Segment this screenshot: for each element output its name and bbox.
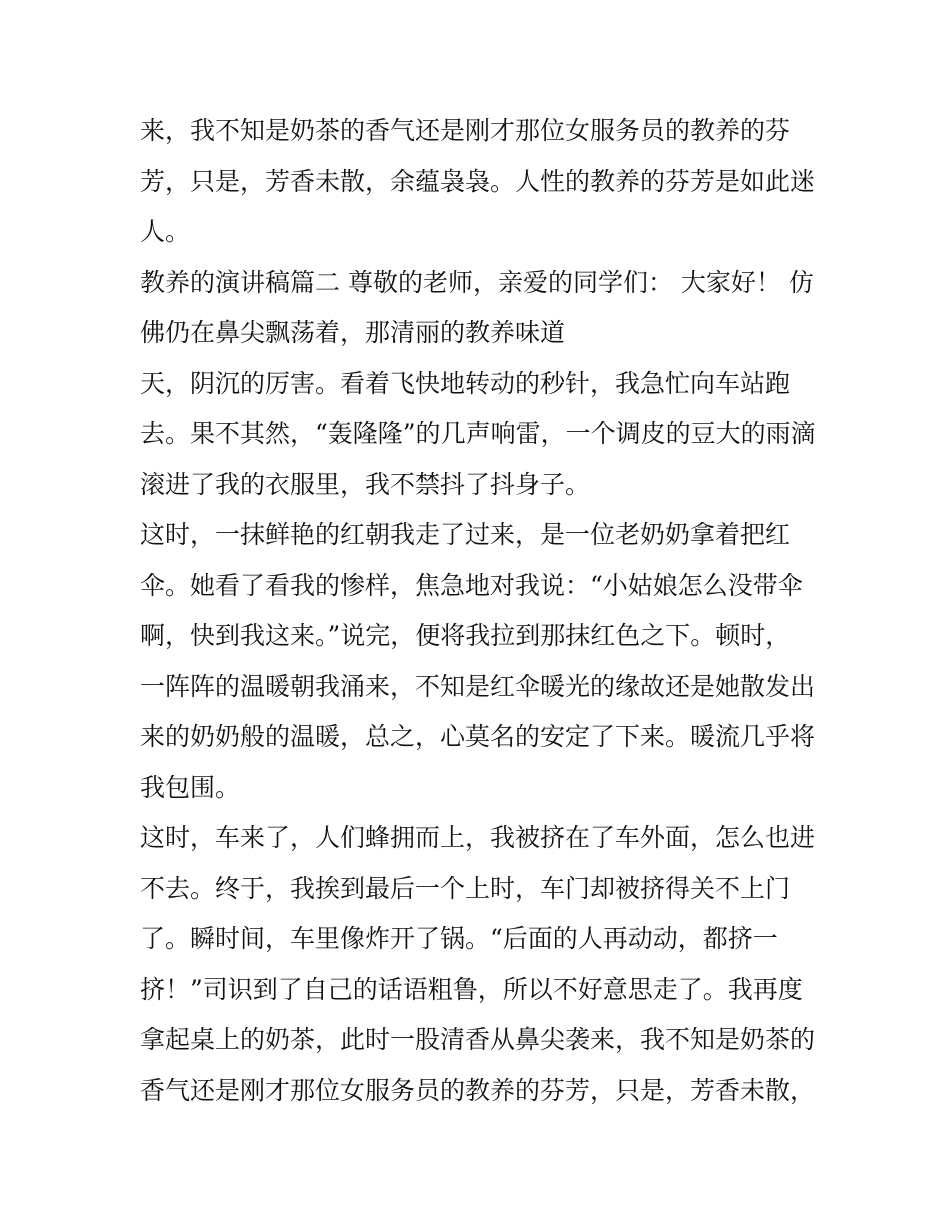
- text-line: 芳，只是，芳香未散，余蕴袅袅。人性的教养的芬芳是如此迷: [140, 166, 816, 196]
- text-line: 教养的演讲稿篇二 尊敬的老师，亲爱的同学们： 大家好！ 仿: [140, 267, 814, 297]
- document-body: [140, 106, 830, 1116]
- text-line: 拿起桌上的奶茶，此时一股清香从鼻尖袭来，我不知是奶茶的: [140, 1025, 816, 1054]
- text-line: 来，我不知是奶茶的香气还是刚才那位女服务员的教养的芬: [140, 116, 791, 145]
- text-line: 我包围。: [140, 772, 241, 802]
- text-line: 伞。她看了看我的惨样，焦急地对我说：“小姑娘怎么没带伞: [140, 570, 803, 600]
- text-line: 天，阴沉的厉害。看着飞快地转动的秒针，我急忙向车站跑: [140, 368, 791, 398]
- text-line: 人。: [140, 217, 191, 246]
- text-line: 这时，一抹鲜艳的红朝我走了过来，是一位老奶奶拿着把红: [140, 520, 791, 549]
- text-line: 这时，车来了，人们蜂拥而上，我被挤在了车外面，怎么也进: [140, 823, 816, 852]
- text-line: 香气还是刚才那位女服务员的教养的芬芳，只是，芳香未散，: [140, 1075, 816, 1105]
- text-line: 去。果不其然，“轰隆隆”的几声响雷，一个调皮的豆大的雨滴: [140, 419, 816, 448]
- text-line: 滚进了我的衣服里，我不禁抖了抖身子。: [140, 469, 591, 499]
- text-line: 不去。终于，我挨到最后一个上时，车门却被挤得关不上门: [140, 873, 791, 903]
- text-line: 啊，快到我这来。”说完，便将我拉到那抹红色之下。顿时，: [140, 621, 791, 650]
- text-line: 一阵阵的温暖朝我涌来，不知是红伞暖光的缘故还是她散发出: [140, 671, 816, 701]
- text-line: 了。瞬时间，车里像炸开了锅。“后面的人再动动，都挤一: [140, 924, 778, 953]
- text-line: 挤！”司识到了自己的话语粗鲁，所以不好意思走了。我再度: [140, 974, 803, 1004]
- text-line: 佛仍在鼻尖飘荡着，那清丽的教养味道: [140, 318, 566, 347]
- text-line: 来的奶奶般的温暖，总之，心莫名的安定了下来。暖流几乎将: [140, 722, 816, 751]
